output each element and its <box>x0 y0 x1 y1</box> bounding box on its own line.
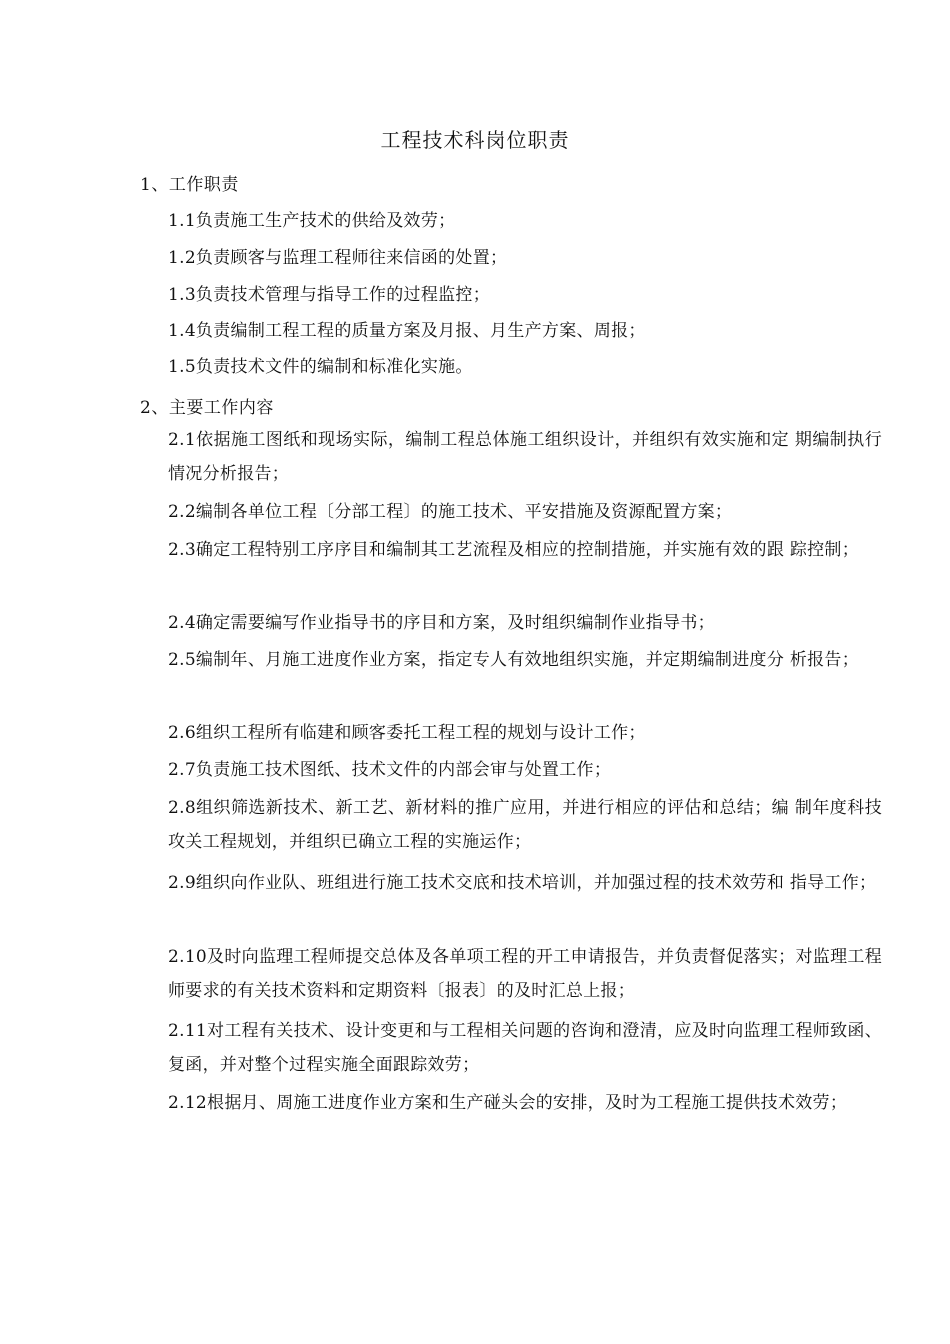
list-item: 2.8组织筛选新技术、新工艺、新材料的推广应用，并进行相应的评估和总结；编 制年度科技攻关工程规划，并组织已确立工程的实施运作； <box>168 798 882 852</box>
list-item: 2.10及时向监理工程师提交总体及各单项工程的开工申请报告，并负责督促落实；对监理工程师要求的有关技术资料和定期资料〔报表〕的及时汇总上报； <box>168 947 882 1001</box>
list-item: 2.5编制年、月施工进度作业方案，指定专人有效地组织实施，并定期编制进度分 析报告； <box>168 650 860 670</box>
section-heading-1: 1、工作职责 <box>140 175 239 195</box>
list-item: 1.1负责施工生产技术的供给及效劳； <box>168 211 456 231</box>
list-item: 2.9组织向作业队、班组进行施工技术交底和技术培训，并加强过程的技术效劳和 指导工作； <box>168 873 877 893</box>
list-item: 1.5负责技术文件的编制和标准化实施。 <box>168 357 473 377</box>
list-item: 2.6组织工程所有临建和顾客委托工程工程的规划与设计工作； <box>168 723 646 743</box>
section-heading-2: 2、主要工作内容 <box>140 398 274 418</box>
list-item: 2.2编制各单位工程〔分部工程〕的施工技术、平安措施及资源配置方案； <box>168 502 733 522</box>
list-item: 1.3负责技术管理与指导工作的过程监控； <box>168 285 491 305</box>
list-item: 2.4确定需要编写作业指导书的序目和方案，及时组织编制作业指导书； <box>168 613 715 633</box>
list-item: 1.2负责顾客与监理工程师往来信函的处置； <box>168 248 508 268</box>
list-item: 2.1依据施工图纸和现场实际，编制工程总体施工组织设计，并组织有效实施和定 期编制执行情况分析报告； <box>168 430 882 484</box>
list-item: 1.4负责编制工程工程的质量方案及月报、月生产方案、周报； <box>168 321 646 341</box>
list-item: 2.7负责施工技术图纸、技术文件的内部会审与处置工作； <box>168 760 612 780</box>
page-title: 工程技术科岗位职责 <box>380 128 570 152</box>
list-item: 2.3确定工程特别工序序目和编制其工艺流程及相应的控制措施，并实施有效的跟 踪控制； <box>168 540 860 560</box>
list-item: 2.12根据月、周施工进度作业方案和生产碰头会的安排，及时为工程施工提供技术效劳； <box>168 1093 848 1113</box>
list-item: 2.11对工程有关技术、设计变更和与工程相关问题的咨询和澄清，应及时向监理工程师致函、复函，并对整个过程实施全面跟踪效劳； <box>168 1021 882 1075</box>
